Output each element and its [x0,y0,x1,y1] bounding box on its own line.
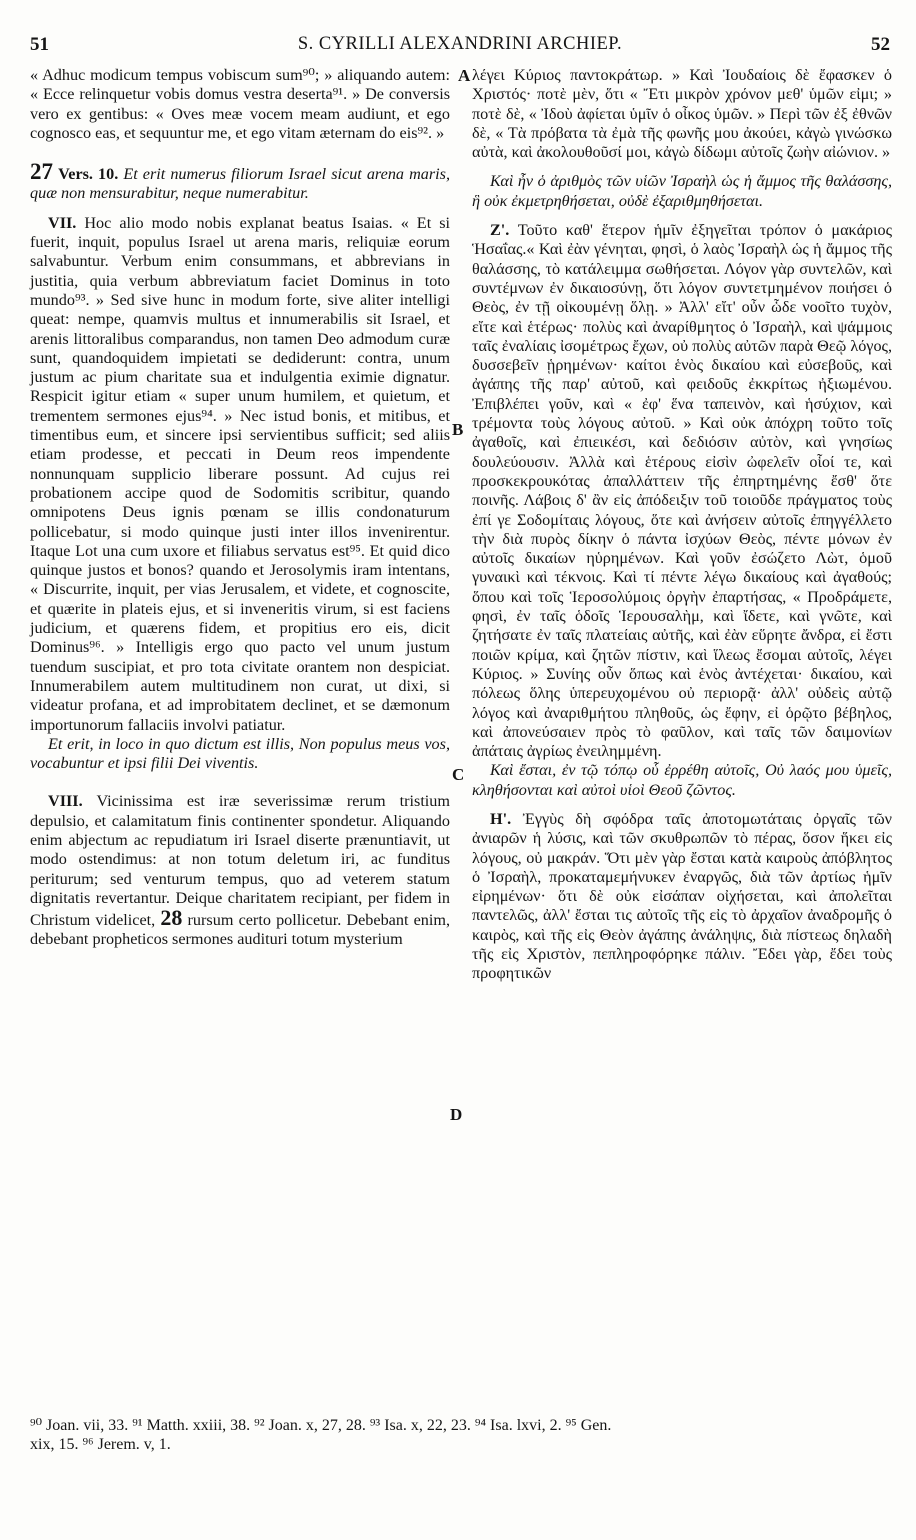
section-number: VIII. [48,792,83,811]
latin-paragraph-1: « Adhuc modicum tempus vobiscum sum⁹⁰; » aliquando autem: « Ecce relinquetur vobis domus vestra deserta⁹¹. » De conversis vero ex gentibus: « Oves meæ vocem meam audiunt, et ego cognosco eas, et sequuntur me, et ego vitam æternam do eis⁹². » [30,66,450,142]
page-number-left: 51 [30,34,49,55]
footnote-line-1: ⁹⁰ Joan. vii, 33. ⁹¹ Matth. xxiii, 38. ⁹² Joan. x, 27, 28. ⁹³ Isa. x, 22, 23. ⁹⁴ Isa. lxvi, 2. ⁹⁵ Gen. [30,1417,612,1434]
latin-section-8 [30,792,450,949]
column-number-27: 27 [30,159,53,185]
greek-column [472,66,892,984]
section-text-end: rursum certo pollicetur. Debebant enim, debebant propheticos sermones audituri totum mysterium [30,911,451,949]
spacer [30,143,450,162]
section-text: Ἐγγὺς δὴ σφόδρα ταῖς ἀποτομωτάταις ὀργαῖς τῶν ἀνιαρῶν ἡ λύσις, καὶ τῶν σκυθρωπῶν τὸ πέρας, ὅσον ἥκει εἰς λόγους, οὐ μακράν. Ὅτι μὲν γὰρ ἔσται κατὰ καιροὺς ἀπόβλητος ὁ Ἰσραὴλ, προκαταμεμήνυκεν ἐναργῶς, διὰ τῶν ἀρτίως ἡμῖν εἰρημένων· ὅτι δὲ οὐκ εἰσάπαν οἰχήσεται, καὶ ἀπολεῖται παντελῶς, ἀλλ' ἔσται τις αὐτοῖς τῆς εἰς τὸ ἀρχαῖον ἀναδρομῆς ὁ καιρὸς, καὶ τῆς εἰς Θεὸν ἀγάπης ἀνάληψις, διὰ πίστεως δηλαδὴ τῆς εἰς Χριστὸν, πεπληροφόρηκε πάλιν. Ἔδει γὰρ, ἔδει τοὺς προφητικῶν [472,809,892,983]
section-text: Hoc alio modo nobis explanat beatus Isaias. « Et si fuerit, inquit, populus Israel ut arena maris, reliquiæ eorum salvabuntur. Verbum enim consummans, et abbrevians in justitia, quia verbum abbreviatum faciet Dominus in toto mundo⁹³. » Sed sive hunc in modum forte, sive aliter intelligi queat: nempe, quamvis multus et innumerabilis sit Israel, et arenis littoralibus comparandus, non tamen Deo admodum curæ sunt, quandoquidem impietati se dediderunt: contra, unum justum ac pium charitate sua et indulgentia eximie dignatur. Respicit igitur etiam « super unum humilem, et quietum, et trementem sermones ejus⁹⁴. » Nec istud bonis, et mitibus, et timentibus eum, et sincere ipsi servientibus sufficit; sed aliis etiam prodesse, et peccati in Deum reos impendente nonnunquam supplicio liberare possunt. Ad cujus rei probationem accipe quod de Sodomitis scribitur, quando omnipotens Deus ignis pœnam se illis condonaturum pollicebatur, si modo quinque justi inter illos invenirentur. Itaque Lot una cum uxore et filiabus servatus est⁹⁵. Et quid dico quinque justos et bonos? quando et Jerosolymis iram intentans, « Discurrite, inquit, per vias Jerusalem, et videte, et cognoscite, et quærite in plateis ejus, et si inveneritis virum, si est faciens judicium, et quærens fidem, et propitius ero eis, dicit Dominus⁹⁶. » Intelligis ergo quo pacto vel unum justum tuendum suscipiat, et pro tota civitate orantem non despiciat. Innumerabilem autem multitudinem non curat, ut dixi, si videatur profana, et ad improbitatem declinet, et se dæmonum importunorum fallaciis involvi patiatur. [30,213,451,734]
greek-section-8 [472,810,892,984]
latin-section-7 [30,214,450,735]
section-number: Ζ'. [490,221,510,240]
section-number: VII. [48,213,77,232]
latin-verse-2: Et erit, in loco in quo dictum est illis, Non populus meus vos, vocabuntur et ipsi filii Dei viventis. [30,734,450,773]
spacer [30,204,450,214]
verse-label: Vers. 10. [58,165,119,184]
spacer [472,800,892,810]
margin-letter-d: D [450,1105,463,1124]
greek-paragraph-1: λέγει Κύριος παντοκράτωρ. » Καὶ Ἰουδαίοις δὲ ἔφασκεν ὁ Χριστός· ποτὲ μὲν, ὅτι « Ἔτι μικρὸν χρόνον μεθ' ὑμῶν εἰμι; » ποτὲ δὲ, « Ἰδοὺ ἀφίεται ὑμῖν ὁ οἶκος ὑμῶν. » Περὶ τῶν ἐξ ἐθνῶν δὲ, « Τὰ πρόβατα τὰ ἐμὰ τῆς φωνῆς μου ἀκούει, κἀγὼ γινώσκω αὐτὰ, καὶ ἀκολουθοῦσί μοι, κἀγὼ δίδωμι αὐτοῖς ζωὴν αἰώνιον. » [472,66,892,162]
spacer [30,773,450,792]
section-text: Vicinissima est iræ severissimæ rerum tristium depulsio, et calamitatum finis continenter spondetur. Aliquando enim abjectum ac repudiatum iri Israel diserte prænuntiavit, ut modo ostendimus: at non totum deletum iri, ac funditus periturum; sed venturum tempus, quo ad veterem statum dignitatis revertantur. Deique charitatem recipiant, per fidem in Christum videlicet, [30,792,450,930]
spacer [472,211,892,221]
margin-letter-b: B [452,420,464,439]
verse-text: Et erit numerus filiorum Israel sicut arena maris, quæ non mensurabitur, neque numerabitur. [30,165,450,203]
latin-column [30,66,450,950]
footnote-line-2: xix, 15. ⁹⁶ Jerem. v, 1. [30,1436,171,1453]
greek-verse-2: Καὶ ἔσται, ἐν τῷ τόπῳ οὗ ἐρρέθη αὐτοῖς, Οὐ λαός μου ὑμεῖς, κληθήσονται καὶ αὐτοὶ υἱοὶ Θεοῦ ζῶντος. [472,761,892,799]
margin-letter-a: A [458,66,471,85]
section-number: Η'. [490,809,512,828]
margin-letter-c: C [452,765,465,784]
footnotes [30,1416,890,1454]
page-header [30,34,890,58]
greek-section-7 [472,221,892,761]
page-number-right: 52 [871,34,890,55]
latin-verse-10 [30,159,450,204]
section-text: Τοῦτο καθ' ἕτερον ἡμῖν ἐξηγεῖται τρόπον ὁ μακάριος Ἡσαΐας.« Καὶ ἐὰν γένηται, φησὶ, ὁ λαὸς Ἰσραὴλ ὡς ἡ ἄμμος τῆς θαλάσσης, τὸ κατάλειμμα σωθήσεται. Λόγον γὰρ συντελῶν, καὶ συντέμνων ἐν δικαιοσύνῃ, ὅτι λόγον συντετμημένον ποιήσει ὁ Θεὸς, ἐν τῇ οἰκουμένῃ ὅλῃ. » Ἀλλ' εἴτ' οὖν ὧδε νοοῖτο τυχὸν, εἴτε καὶ ἑτέρως· πολὺς καὶ ἀναρίθμητος ὁ Ἰσραὴλ, καὶ ψάμμοις ταῖς ἐναλίαις ἰσομέτρως ἔχων, οὐ πολὺς αὐτῶν παρὰ Θεῷ λόγος, δυσσεβεῖν ᾑρημένων· καίτοι ἑνὸς δικαίου καὶ εὐσεβοῦς, καὶ ἀγάπης τῆς παρ' αὐτοῦ, καὶ φειδοῦς ἐκκρίτως ἠξιωμένου. Ἐπιβλέπει γοῦν, καὶ « ἐφ' ἕνα ταπεινὸν, καὶ ἡσύχιον, καὶ τρέμοντα τοὺς λόγους αὐτοῦ. » Καὶ οὐκ ἀπόχρη τοῦτο τοῖς ἀγαθοῖς, καὶ ἐπιεικέσι, καὶ δεδιόσιν αὐτὸν, καὶ γνησίως δουλεύουσιν. Ἀλλὰ καὶ ἑτέρους εἰσὶν ὠφελεῖν οἷοί τε, καὶ προσκεκρουκότας ἀπαλλάττειν τῆς ἐπηρτημένης ἔσθ' ὅτε ποινῆς. Λάβοις δ' ἂν εἰς ἀπόδειξιν τοῦ τοιοῦδε πράγματος τοὺς ἐπί γε Σοδομίταις λόγους, ὅτε καὶ ἀνήσειν αὐτοῖς ἐπηγγέλλετο τὴν διὰ πυρὸς δίκην ὁ πάντα ἰσχύων Θεὸς, πέντε μόνων ἐν αὐτοῖς δικαίων ηὑρημένων. Καὶ γοῦν ἐσώζετο Λὼτ, ὁμοῦ γυναικὶ καὶ τέκνοις. Καὶ τί πέντε λέγω δικαίους καὶ ἀγαθούς; ὅπου καὶ τοῖς Ἱεροσολύμοις ὀργὴν ἐπαρτήσας, « Προδράμετε, φησὶ, ἐν ταῖς ὁδοῖς Ἱερουσαλὴμ, καὶ ἴδετε, καὶ γνῶτε, καὶ ζητήσατε ἐν ταῖς πλατείαις αὐτῆς, καὶ ἐὰν εὕρητε ἄνδρα, εἰ ἔστι ποιῶν κρίμα, καὶ ζητῶν πίστιν, καὶ ἵλεως ἔσομαι αὐτοῖς, λέγει Κύριος. » Συνίης οὖν ὅπως καὶ ἑνὸς ἀντέχεται· δικαίου, καὶ πόλεως ὅλης ὑπερευχομένου οὐ περιορᾷ· ἀλλ' οὐδεὶς αὐτῷ λόγος καὶ ἀναριθμήτου πληθοῦς, ὡς ἔφην, εἰ ὁρῷτο βέβηλος, καὶ ἀπονεύσαιεν πρὸς τὸ φαῦλον, καὶ ταῖς τῶν δαιμονίων ἀπάταις ἀγρίως ἐνειλημμένη. [472,221,892,761]
spacer [472,162,892,172]
column-number-28: 28 [160,905,183,931]
greek-verse: Καὶ ἦν ὁ ἀριθμὸς τῶν υἱῶν Ἰσραὴλ ὡς ἡ ἄμμος τῆς θαλάσσης, ἣ οὐκ ἐκμετρηθήσεται, οὐδὲ ἐξαριθμηθήσεται. [472,172,892,210]
running-title: S. CYRILLI ALEXANDRINI ARCHIEP. [297,34,623,54]
